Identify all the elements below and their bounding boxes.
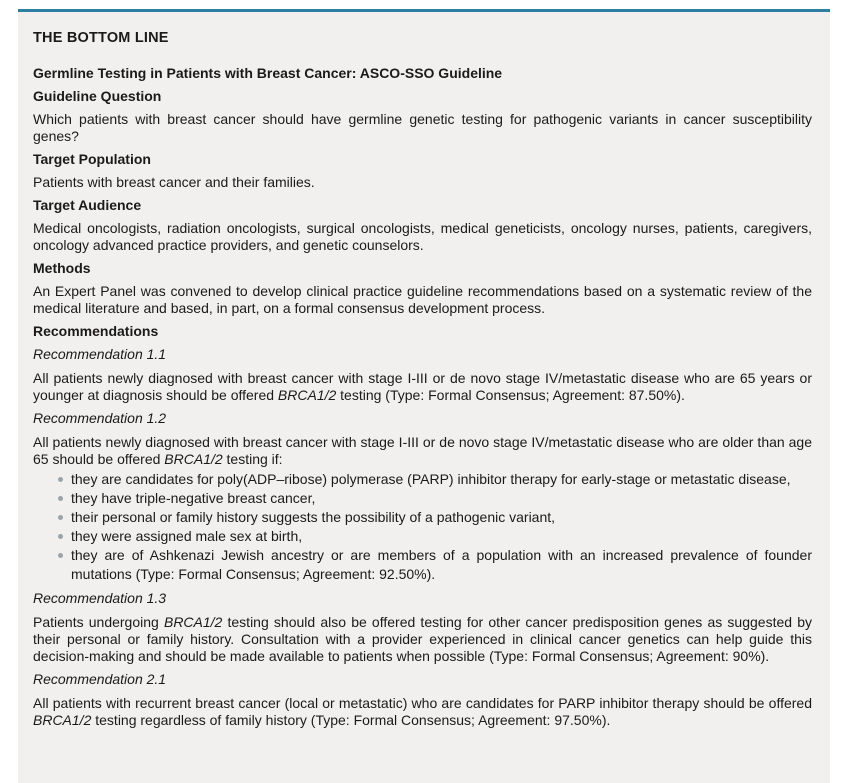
list-item bbox=[55, 546, 812, 584]
methods-text: An Expert Panel was convened to develop clinical practice guideline recommendations based on a systematic review of the medical literature and based, in part, on a formal consensus development process. bbox=[33, 283, 812, 316]
list-item-text: they have triple-negative breast cancer, bbox=[71, 490, 316, 506]
bullet-icon bbox=[58, 515, 63, 520]
target-audience-text: Medical oncologists, radiation oncologists, surgical oncologists, medical geneticists, oncology nurses, patients, caregivers, oncology advanced practice providers, and genetic counselors. bbox=[33, 220, 812, 253]
rec-text-before: All patients with recurrent breast cancer (local or metastatic) who are candidates for PARP inhibitor therapy should be offered bbox=[33, 695, 812, 711]
box-title: THE BOTTOM LINE bbox=[33, 30, 169, 46]
list-item bbox=[55, 470, 812, 489]
heading-target-population: Target Population bbox=[33, 151, 151, 167]
guideline-question-text: Which patients with breast cancer should have germline genetic testing for pathogenic variants in cancer susceptibility genes? bbox=[33, 111, 812, 144]
recommendation-1-3-text bbox=[33, 614, 812, 665]
gene-name: BRCA1/2 bbox=[164, 451, 223, 467]
rec-text-before: Patients undergoing bbox=[33, 614, 164, 630]
recommendation-1-2-text bbox=[33, 434, 812, 468]
bottom-line-box bbox=[18, 9, 830, 783]
recommendation-1-2-bullet-list bbox=[33, 470, 812, 584]
recommendation-2-1-label: Recommendation 2.1 bbox=[33, 671, 167, 687]
recommendation-2-1-text bbox=[33, 695, 812, 729]
recommendation-1-3-label: Recommendation 1.3 bbox=[33, 590, 167, 606]
rec-text-after: testing regardless of family history (Type: Formal Consensus; Agreement: 97.50%). bbox=[91, 712, 611, 728]
bullet-icon bbox=[58, 553, 63, 558]
gene-name: BRCA1/2 bbox=[33, 712, 92, 728]
recommendation-1-1-text bbox=[33, 370, 812, 404]
list-item-text: they were assigned male sex at birth, bbox=[71, 528, 303, 544]
heading-methods: Methods bbox=[33, 260, 91, 276]
gene-name: BRCA1/2 bbox=[163, 614, 223, 630]
heading-target-audience: Target Audience bbox=[33, 197, 142, 213]
heading-recommendations: Recommendations bbox=[33, 323, 159, 339]
rec-text-before: All patients newly diagnosed with breast cancer with stage I-III or de novo stage IV/metastatic disease who are older than age 65 should be offered bbox=[33, 434, 812, 467]
bullet-icon bbox=[58, 496, 63, 501]
guideline-title: Germline Testing in Patients with Breast Cancer: ASCO-SSO Guideline bbox=[33, 65, 503, 81]
target-population-text: Patients with breast cancer and their families. bbox=[33, 174, 315, 190]
rec-text-after: testing if: bbox=[222, 451, 283, 467]
recommendation-1-1-label: Recommendation 1.1 bbox=[33, 346, 167, 362]
list-item bbox=[55, 527, 812, 546]
rec-text-after: testing (Type: Formal Consensus; Agreement: 87.50%). bbox=[336, 387, 685, 403]
recommendation-1-2-label: Recommendation 1.2 bbox=[33, 410, 167, 426]
list-item bbox=[55, 508, 812, 527]
list-item-text: they are candidates for poly(ADP–ribose) polymerase (PARP) inhibitor therapy for early-stage or metastatic disease, bbox=[71, 471, 791, 487]
bullet-icon bbox=[58, 534, 63, 539]
list-item bbox=[55, 489, 812, 508]
list-item-text: they are of Ashkenazi Jewish ancestry or are members of a population with an increased prevalence of founder mutations (Type: Formal Consensus; Agreement: 92.50%). bbox=[71, 547, 812, 582]
rec-text-after: testing should also be offered testing for other cancer predisposition genes as suggested by their personal or family history. Consultation with a provider experienced in clinical cancer genetics can help guide this decision-making and should be made available to patients when possible (Type: Formal Consensus; Agreement: 90%). bbox=[33, 614, 812, 664]
heading-guideline-question: Guideline Question bbox=[33, 88, 162, 104]
bullet-icon bbox=[58, 477, 63, 482]
rec-text-before: All patients newly diagnosed with breast cancer with stage I-III or de novo stage IV/metastatic disease who are 65 years or younger at diagnosis should be offered bbox=[33, 370, 812, 403]
gene-name: BRCA1/2 bbox=[277, 387, 337, 403]
list-item-text: their personal or family history suggests the possibility of a pathogenic variant, bbox=[71, 509, 556, 525]
